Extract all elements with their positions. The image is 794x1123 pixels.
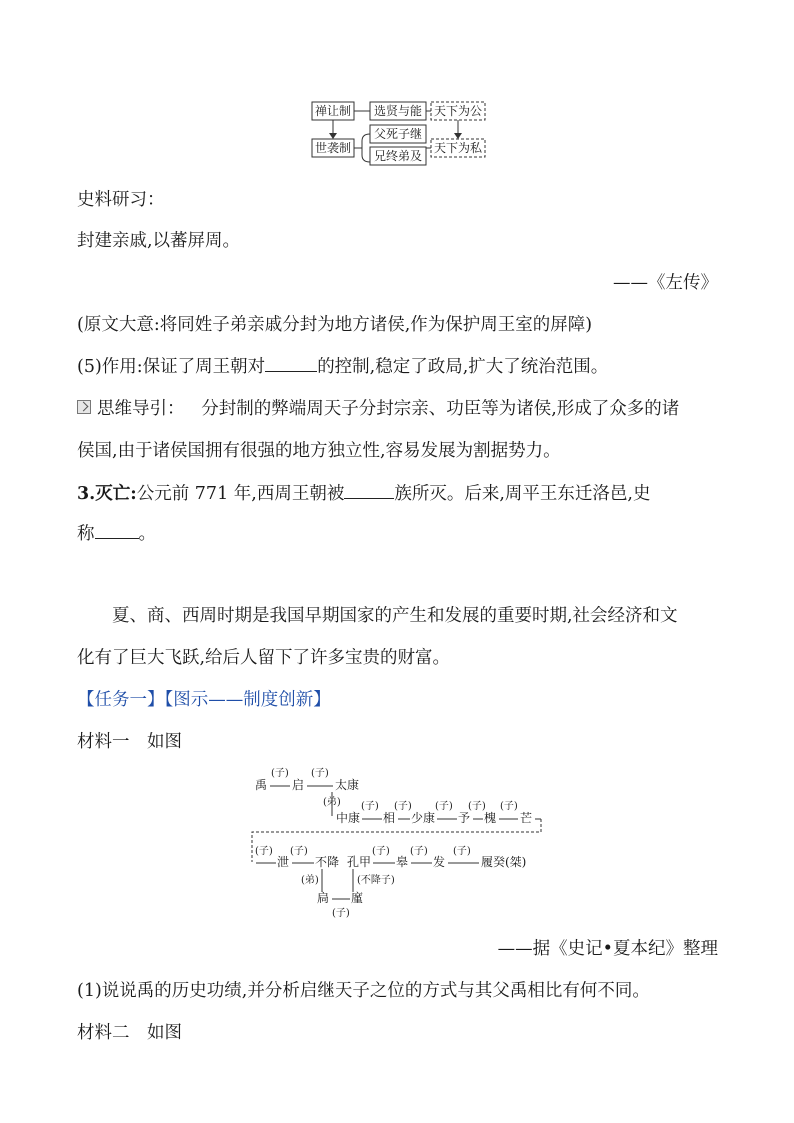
tree-kongjia: 孔甲 — [347, 855, 372, 869]
tree-gao: 皋 — [396, 855, 409, 869]
intro-line2: 化有了巨大飞跃,给后人留下了许多宝贵的财富。 — [77, 648, 451, 668]
tree-zi: (子) — [311, 768, 329, 779]
box-tianxia-si: 天下为私 — [433, 141, 483, 155]
tree-fa: 发 — [433, 855, 446, 869]
box-tianxia-gong: 天下为公 — [433, 104, 483, 118]
tree-zi: (子) — [255, 846, 273, 857]
item3-text2: 族所灭。后来,周平王东迁洛邑,史 — [394, 484, 651, 504]
tree-jin: 廑 — [351, 891, 364, 905]
item3-blank1[interactable] — [344, 482, 394, 499]
tree-shaokang: 少康 — [411, 811, 436, 825]
tree-mang: 芒 — [520, 811, 533, 825]
shiliao-gloss: (原文大意:将同姓子弟亲戚分封为地方诸侯,作为保护周王室的屏障) — [77, 315, 593, 335]
tree-huai: 槐 — [484, 811, 497, 825]
shiliao-heading: 史料研习： — [77, 190, 165, 210]
item3-blank2[interactable] — [95, 522, 139, 539]
task1-heading: 【任务一】【图示——制度创新】 — [77, 690, 331, 710]
tree-zi: (子) — [468, 801, 486, 812]
siwei-line2: 侯国,由于诸侯国拥有很强的地方独立性,容易发展为割据势力。 — [77, 441, 561, 461]
tree-zi: (子) — [332, 908, 350, 919]
siwei-line1 — [77, 398, 718, 420]
tree-yu2: 予 — [458, 811, 471, 825]
item3-line1 — [77, 482, 718, 505]
tree-bujiang: 不降 — [315, 855, 340, 869]
material2-label: 材料二 如图 — [77, 1023, 182, 1043]
item3-label: 3.灭亡: — [77, 484, 137, 504]
tree-yu: 禹 — [255, 778, 268, 792]
tree-taikang: 太康 — [335, 778, 360, 792]
tree-source: ——据《史记•夏本纪》整理 — [497, 939, 718, 959]
shiliao-source: ——《左传》 — [613, 273, 718, 293]
question1: (1)说说禹的历史功绩,并分析启继天子之位的方式与其父禹相比有何不同。 — [77, 981, 650, 1001]
tree-zi: (子) — [361, 801, 379, 812]
item5-suffix: 的控制,稳定了政局,扩大了统治范围。 — [317, 357, 609, 377]
item5-line — [77, 355, 718, 378]
shiliao-quote: 封建亲戚,以蕃屏周。 — [77, 231, 241, 251]
item5-blank[interactable] — [265, 355, 317, 372]
siwei-text1: 分封制的弊端周天子分封宗亲、功臣等为诸侯,形成了众多的诸 — [201, 399, 680, 419]
tree-zi: (子) — [435, 801, 453, 812]
tree-zi: (子) — [410, 846, 428, 857]
box-shanrang: 禅让制 — [314, 104, 352, 118]
intro-line1: 夏、商、西周时期是我国早期国家的产生和发展的重要时期,社会经济和文 — [112, 606, 678, 626]
box-xiongzhong: 兄终弟及 — [373, 149, 423, 163]
item3-line2 — [77, 522, 718, 545]
tree-zi: (子) — [394, 801, 412, 812]
box-shixi: 世袭制 — [314, 141, 352, 155]
item3-line2-suffix: 。 — [138, 524, 156, 544]
item3-line2-prefix: 称 — [77, 524, 95, 544]
material1-label: 材料一 如图 — [77, 732, 182, 752]
tree-zi: (子) — [290, 846, 308, 857]
tree-zi: (子) — [453, 846, 471, 857]
tree-xiang: 相 — [383, 811, 396, 825]
tree-lvgui: 履癸(桀) — [481, 855, 527, 869]
item3-text1: 公元前 771 年,西周王朝被 — [136, 484, 345, 504]
box-xuanxian: 选贤与能 — [373, 104, 423, 118]
succession-diagram — [300, 96, 500, 166]
tree-zhongkang: 中康 — [336, 811, 361, 825]
tree-bujiangzi: (不降子) — [357, 875, 395, 886]
tree-di: (弟) — [323, 797, 341, 808]
tree-zi: (子) — [500, 801, 518, 812]
siwei-label: 思维导引： — [97, 399, 185, 419]
tree-zi: (子) — [372, 846, 390, 857]
tree-xie: 泄 — [277, 855, 290, 869]
tree-di: (弟) — [301, 875, 319, 886]
box-fusi: 父死子继 — [373, 127, 423, 141]
tree-jiong: 扃 — [317, 891, 330, 905]
tree-qi: 启 — [292, 778, 305, 792]
tree-zi: (子) — [271, 768, 289, 779]
xia-family-tree — [250, 762, 550, 922]
guide-icon — [77, 400, 91, 414]
item5-prefix: (5)作用:保证了周王朝对 — [77, 357, 266, 377]
